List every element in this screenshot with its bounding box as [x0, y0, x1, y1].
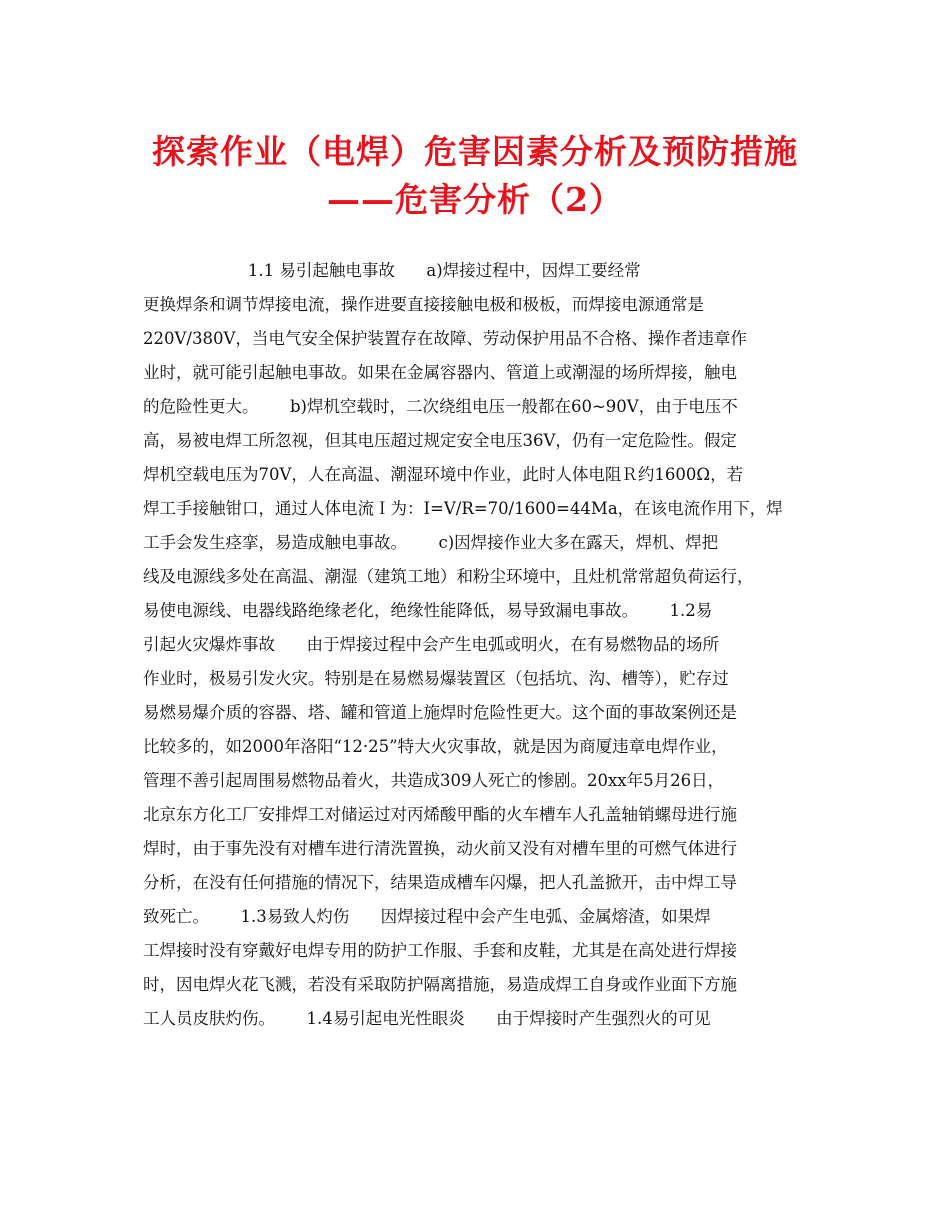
body-line: 易使电源线、电器线路绝缘老化，绝缘性能降低，易导致漏电事故。 1.2易: [143, 601, 713, 620]
body-line: 业时，就可能引起触电事故。如果在金属容器内、管道上或潮湿的场所焊接，触电: [143, 363, 737, 382]
body-line: 线及电源线多处在高温、潮湿（建筑工地）和粉尘环境中，且灶机常常超负荷运行，: [143, 567, 754, 586]
body-line: 北京东方化工厂安排焊工对储运过对丙烯酸甲酯的火车槽车人孔盖轴销螺母进行施: [143, 805, 737, 824]
body-line: 工焊接时没有穿戴好电焊专用的防护工作服、手套和皮鞋，尤其是在高处进行焊接: [143, 941, 737, 960]
body-line: 致死亡。 1.3易致人灼伤 因焊接过程中会产生电弧、金属熔渣，如果焊: [143, 907, 711, 926]
body-line: 焊机空载电压为70V，人在高温、潮湿环境中作业，此时人体电阻Ｒ约1600Ω，若: [143, 465, 744, 484]
body-line: 时，因电焊火花飞溅，若没有采取防护隔离措施，易造成焊工自身或作业面下方施: [143, 975, 737, 994]
body-line: 分析，在没有任何措施的情况下，结果造成槽车闪爆，把人孔盖掀开，击中焊工导: [143, 873, 737, 892]
body-line: 的危险性更大。 b)焊机空载时，二次绕组电压一般都在60~90V，由于电压不: [143, 397, 738, 416]
body-line: 作业时，极易引发火灾。特别是在易燃易爆装置区（包括坑、沟、槽等），贮存过: [143, 669, 729, 688]
body-line: 更换焊条和调节焊接电流，操作进要直接接触电极和极板，而焊接电源通常是: [143, 295, 704, 314]
body-line: 工人员皮肤灼伤。 1.4易引起电光性眼炎 由于焊接时产生强烈火的可见: [143, 1009, 711, 1028]
body-line: 管理不善引起周围易燃物品着火，共造成309人死亡的惨剧。20xx年5月26日，: [143, 771, 725, 790]
body-line: 高，易被电焊工所忽视，但其电压超过规定安全电压36V，仍有一定危险性。假定: [143, 431, 737, 450]
document-title-line-2: ——危害分析（2）: [327, 180, 623, 219]
body-line: 比较多的，如2000年洛阳“12·25”特大火灾事故，就是因为商厦违章电焊作业，: [143, 737, 728, 756]
body-line: 易燃易爆介质的容器、塔、罐和管道上施焊时危险性更大。这个面的事故案例还是: [143, 703, 737, 722]
body-line: 引起火灾爆炸事故 由于焊接过程中会产生电弧或明火，在有易燃物品的场所: [143, 635, 719, 654]
body-line: 1.1 易引起触电事故 a)焊接过程中，因焊工要经常: [143, 261, 641, 280]
body-line: 工手会发生痉挛，易造成触电事故。 c)因焊接作业大多在露天，焊机、焊把: [143, 533, 719, 552]
body-line: 焊时，由于事先没有对槽车进行清洗置换，动火前又没有对槽车里的可燃气体进行: [143, 839, 737, 858]
body-line: 焊工手接触钳口，通过人体电流Ｉ为：I=V/R=70/1600=44Ma，在该电流作用下，焊: [143, 499, 783, 518]
document-title-line-1: 探索作业（电焊）危害因素分析及预防措施: [152, 132, 798, 171]
body-line: 220V/380V，当电气安全保护装置存在故障、劳动保护用品不合格、操作者违章作: [143, 329, 747, 348]
